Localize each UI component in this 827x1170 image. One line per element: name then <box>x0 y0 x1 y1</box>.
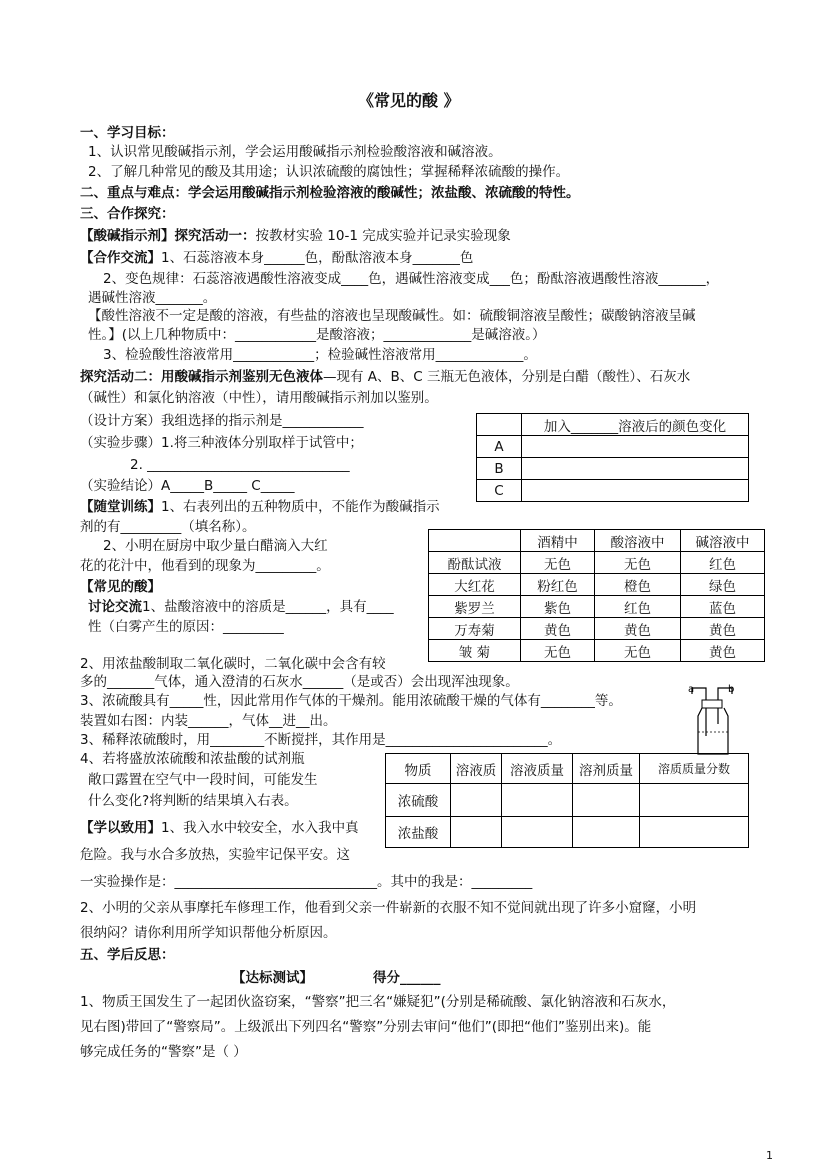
table-cell: 黄色 <box>521 618 595 640</box>
text-line: 3、稀释浓硫酸时，用________不断搅拌，其作用是________________________。 <box>80 732 562 748</box>
label-bold: 【学以致用】 <box>80 820 161 836</box>
table-cell: 万寿菊 <box>429 618 521 640</box>
section-heading: 三、合作探究： <box>80 206 175 222</box>
text-line: 2、小明的父亲从事摩托车修理工作，他看到父亲一件崭新的衣服不知不觉间就出现了许多小窟窿，小明 <box>80 900 697 916</box>
table-header: 物质 <box>386 754 451 784</box>
text-line <box>80 368 690 386</box>
table-cell: 浓硫酸 <box>386 784 451 817</box>
page-number: 1 <box>766 1149 773 1162</box>
text-line: 2. ______________________________ <box>130 457 350 473</box>
text-line: 1、认识常见酸碱指示剂，学会运用酸碱指示剂检验酸溶液和碱溶液。 <box>88 144 502 160</box>
label-bold: 【酸碱指示剂】探究活动一： <box>80 228 256 244</box>
text-line: 2、了解几种常见的酸及其用途；认识浓硫酸的腐蚀性；掌握稀释浓硫酸的操作。 <box>88 164 570 180</box>
label-bold: 讨论交流 <box>88 599 142 615</box>
table-cell: 紫罗兰 <box>429 596 521 618</box>
text-line: 【常见的酸】 <box>80 579 161 595</box>
table-cell: 黄色 <box>595 618 681 640</box>
text-line: 装置如右图：内装______，气体__进__出。 <box>80 713 337 729</box>
text-line: 2、变色规律：石蕊溶液遇酸性溶液变成____色，遇碱性溶液变成___色；酚酞溶液遇酸性溶液_______， <box>103 271 720 287</box>
table-header: 溶质质量分数 <box>640 754 749 784</box>
gas-label-b: b <box>728 684 735 695</box>
table-cell: 无色 <box>595 552 681 574</box>
table-header: 碱溶液中 <box>681 530 765 552</box>
table-indicator <box>428 529 765 662</box>
table-cell: 蓝色 <box>681 596 765 618</box>
table-cell: 酚酞试液 <box>429 552 521 574</box>
table-cell: 无色 <box>521 552 595 574</box>
table-cell: 黄色 <box>681 618 765 640</box>
text-span: 1、我入水中较安全，水入我中真 <box>161 820 359 836</box>
table-header: 溶液质 <box>451 754 502 784</box>
table-cell: 紫色 <box>521 596 595 618</box>
label-bold: 【合作交流】 <box>80 250 161 266</box>
text-span: 1、右表列出的五种物质中，不能作为酸碱指示 <box>161 499 440 515</box>
text-span: —现有 A、B、C 三瓶无色液体，分别是白醋（酸性）、石灰水 <box>323 369 691 385</box>
text-line: 2、小明在厨房中取少量白醋滴入大红 <box>103 538 328 554</box>
label-bold: 探究活动二：用酸碱指示剂鉴别无色液体 <box>80 369 323 385</box>
text-line: （实验步骤）1.将三种液体分别取样于试管中； <box>80 435 363 451</box>
gas-bottle-drawing <box>684 684 744 756</box>
text-line: 3、检验酸性溶液常用____________；检验碱性溶液常用_____________。 <box>103 347 537 363</box>
text-line: 1、物质王国发生了一起团伙盗窃案，“警察”把三名“嫌疑犯”(分别是稀硫酸、氯化钠溶液和石灰水， <box>80 994 676 1010</box>
table-header <box>429 530 521 552</box>
table-acid <box>385 753 749 848</box>
text-line: （设计方案）我组选择的指示剂是____________ <box>80 413 364 429</box>
text-line: 见右图)带回了“警察局”。上级派出下列四名“警察”分别去审问“他们”(即把“他们”鉴别出来)。能 <box>80 1019 652 1035</box>
text-span: 1、盐酸溶液中的溶质是______，具有____ <box>142 599 394 615</box>
text-line: 2、用浓盐酸制取二氧化碳时，二氧化碳中会含有较 <box>80 656 386 672</box>
text-line: 3、浓硫酸具有_____性，因此常用作气体的干燥剂。能用浓硫酸干燥的气体有________等。 <box>80 693 622 709</box>
text-line <box>80 498 440 516</box>
table-header: 溶剂质量 <box>573 754 640 784</box>
gas-label-a: a <box>688 684 695 695</box>
table-cell: A <box>477 436 522 458</box>
text-line: 危险。我与水合多放热，实验牢记保平安。这 <box>80 847 350 863</box>
section-heading: 一、学习目标： <box>80 125 175 141</box>
table-header: 酸溶液中 <box>595 530 681 552</box>
text-line: 剂的有_________（填名称）。 <box>80 519 256 535</box>
text-line: 【酸性溶液不一定是酸的溶液，有些盐的溶液也呈现酸碱性。如：硫酸铜溶液呈酸性；碳酸钠溶液呈碱 <box>88 308 696 324</box>
text-line: （实验结论）A_____B_____ C_____ <box>80 478 295 494</box>
text-line: 花的花汁中，他看到的现象为_________。 <box>80 558 330 574</box>
table-abc <box>476 413 749 502</box>
section-heading: 五、学后反思： <box>80 947 175 963</box>
table-cell: 红色 <box>681 552 765 574</box>
table-header: 溶液质量 <box>502 754 573 784</box>
table-header: 加入_______溶液后的颜色变化 <box>522 414 749 436</box>
table-cell: B <box>477 458 522 480</box>
table-cell: 橙色 <box>595 574 681 596</box>
table-header: 酒精中 <box>521 530 595 552</box>
table-cell: 无色 <box>595 640 681 662</box>
table-cell: C <box>477 480 522 502</box>
text-line <box>88 598 394 616</box>
text-line: 性。】(以上几种物质中：____________是酸溶液；_____________是碱溶液。） <box>88 327 546 343</box>
text-line: 够完成任务的“警察”是（ ） <box>80 1044 247 1060</box>
table-cell: 粉红色 <box>521 574 595 596</box>
section-heading: 二、重点与难点：学会运用酸碱指示剂检验溶液的酸碱性；浓盐酸、浓硫酸的特性。 <box>80 185 580 201</box>
text-line: 敞口露置在空气中一段时间，可能发生 <box>88 772 318 788</box>
page-title: 《常见的酸 》 <box>358 91 460 110</box>
text-line: 很纳闷？请你利用所学知识帮他分析原因。 <box>80 925 337 941</box>
text-line <box>80 249 473 267</box>
text-line: 4、若将盛放浓硫酸和浓盐酸的试剂瓶 <box>80 751 305 767</box>
text-line: 多的_______气体，通入澄清的石灰水______（是或否）会出现浑浊现象。 <box>80 674 519 690</box>
label-bold: 【达标测试】 <box>232 970 313 986</box>
table-cell: 皱 菊 <box>429 640 521 662</box>
text-line: 一实验操作是：______________________________。其中的我是：_________ <box>80 874 533 890</box>
table-cell: 绿色 <box>681 574 765 596</box>
table-cell: 大红花 <box>429 574 521 596</box>
text-line: 性（白雾产生的原因：_________ <box>88 619 284 635</box>
text-line: 遇碱性溶液_______。 <box>88 290 217 306</box>
text-line <box>80 227 511 245</box>
label-bold: 【随堂训练】 <box>80 499 161 515</box>
table-cell: 黄色 <box>681 640 765 662</box>
table-cell: 无色 <box>521 640 595 662</box>
text-line: （碱性）和氯化钠溶液（中性），请用酸碱指示剂加以鉴别。 <box>80 390 438 406</box>
score-label: 得分______ <box>373 970 441 986</box>
text-span: 1、石蕊溶液本身______色，酚酞溶液本身_______色 <box>161 250 474 266</box>
table-cell: 浓盐酸 <box>386 817 451 848</box>
text-line: 什么变化?将判断的结果填入右表。 <box>88 793 298 809</box>
text-line <box>80 819 359 837</box>
text-line <box>232 969 441 987</box>
text-span: 按教材实验 10-1 完成实验并记录实验现象 <box>255 228 511 244</box>
table-cell: 红色 <box>595 596 681 618</box>
